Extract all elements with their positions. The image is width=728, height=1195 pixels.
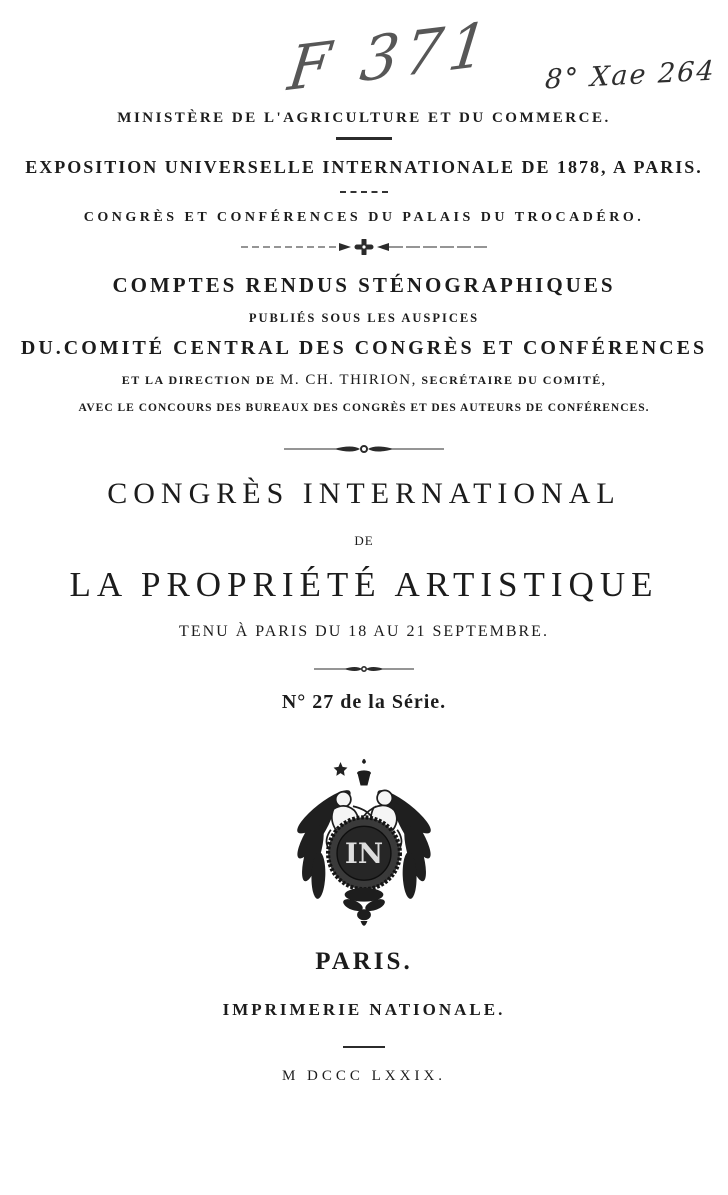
congres-conferences-line: CONGRÈS ET CONFÉRENCES DU PALAIS DU TROCADÉRO. — [83, 210, 645, 225]
imprimerie-nationale-emblem — [288, 748, 440, 940]
footer-rule — [343, 1046, 385, 1048]
series-number: N° 27 de la Série. — [281, 691, 447, 713]
publisher-line: IMPRIMERIE NATIONALE. — [222, 1000, 506, 1019]
main-title-de: DE — [354, 533, 374, 548]
spindle-ornament — [284, 442, 444, 460]
direction-line — [0, 372, 728, 389]
direction-name: M. CH. THIRION, — [280, 372, 417, 388]
comite-line: DU.COMITÉ CENTRAL DES CONGRÈS ET CONFÉRENCES — [20, 337, 708, 359]
direction-prefix: ET LA DIRECTION DE — [121, 373, 281, 387]
comptes-rendus-line: COMPTES RENDUS STÉNOGRAPHIQUES — [112, 273, 616, 297]
lamp-icon — [357, 759, 371, 786]
exposition-line: EXPOSITION UNIVERSELLE INTERNATIONALE DE 1878, A PARIS. — [25, 157, 703, 177]
direction-suffix: SECRÉTAIRE DU COMITÉ, — [416, 373, 607, 387]
arrow-cross-ornament — [239, 239, 489, 260]
main-title-line2: LA PROPRIÉTÉ ARTISTIQUE — [69, 565, 659, 604]
dashed-rule — [340, 191, 388, 193]
concours-line: AVEC LE CONCOURS DES BUREAUX DES CONGRÈS ET DES AUTEURS DE CONFÉRENCES. — [78, 402, 650, 414]
subtitle-tenu: TENU À PARIS DU 18 AU 21 SEPTEMBRE. — [179, 623, 549, 640]
short-rule-top — [336, 137, 392, 140]
shelfmark-handwriting: 8° Xae 264 — [544, 55, 717, 96]
ministry-line: MINISTÈRE DE L'AGRICULTURE ET DU COMMERCE. — [117, 110, 611, 126]
pencil-inventory-mark: F 371 — [284, 8, 497, 106]
publies-line: PUBLIÉS SOUS LES AUSPICES — [248, 311, 480, 325]
year-line: M DCCC LXXIX. — [281, 1068, 447, 1084]
paris-line: PARIS. — [315, 948, 413, 975]
monogram-text: IN — [344, 836, 384, 870]
foliage-icon — [342, 888, 387, 926]
star-icon — [334, 762, 348, 776]
spindle-ornament-small — [314, 661, 414, 679]
main-title-line1: CONGRÈS INTERNATIONAL — [107, 477, 621, 510]
